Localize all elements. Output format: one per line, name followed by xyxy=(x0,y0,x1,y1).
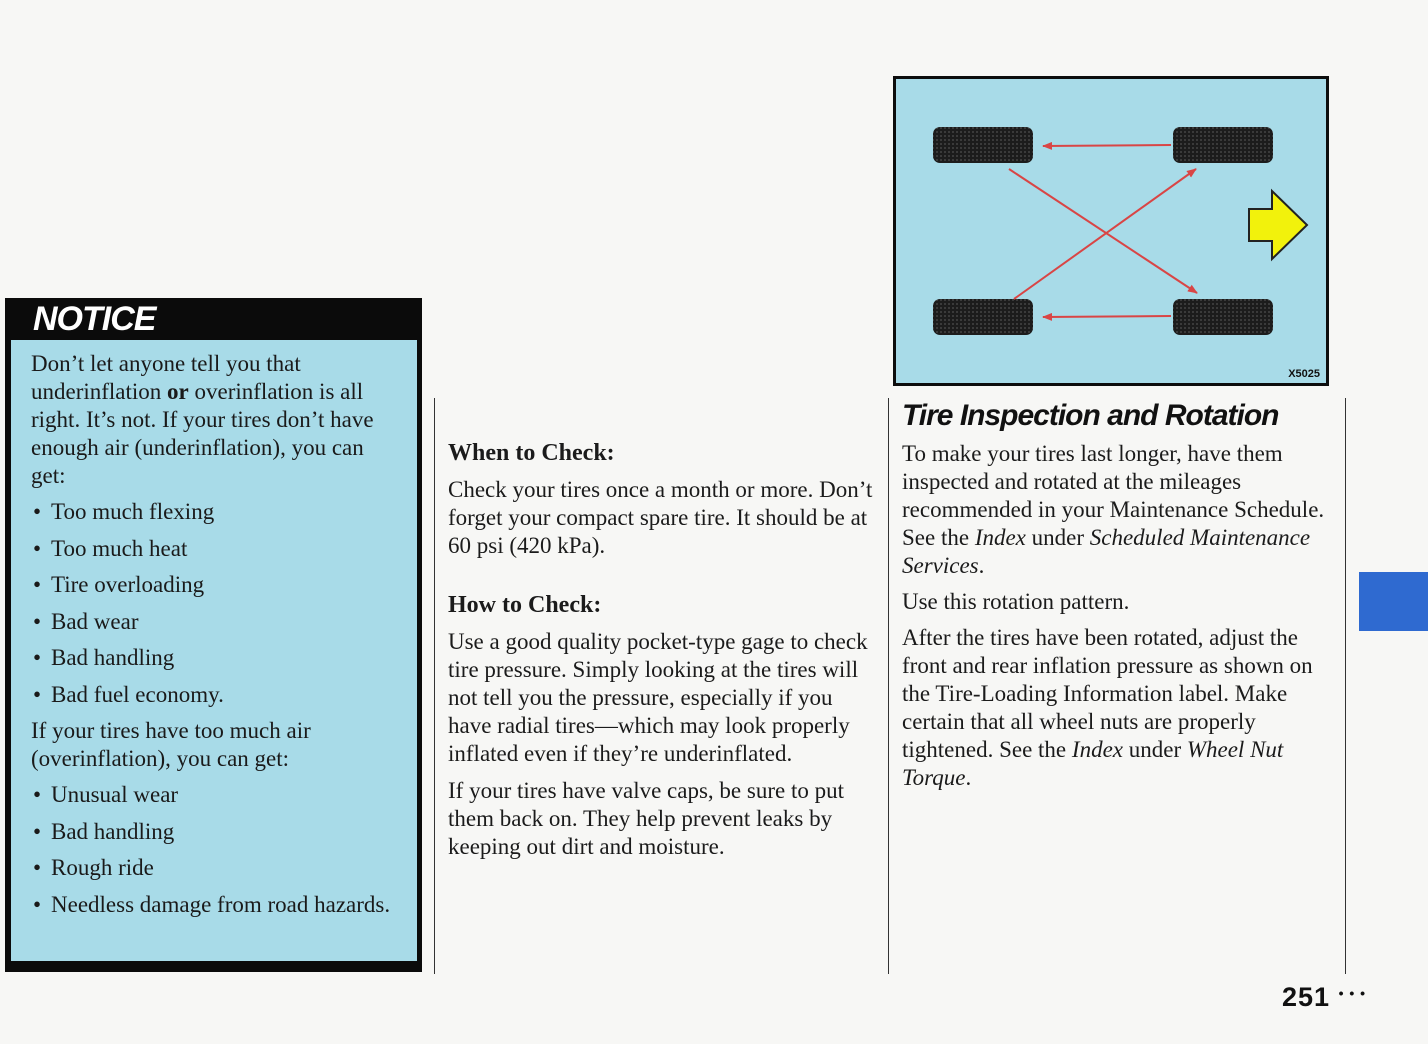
index-reference: Index xyxy=(1071,737,1123,762)
rotation-paragraph-3 xyxy=(902,624,1327,792)
list-item: • Rough ride xyxy=(31,854,399,882)
list-item: • Bad fuel economy. xyxy=(31,681,399,709)
notice-intro xyxy=(31,350,399,490)
list-item: • Tire overloading xyxy=(31,571,399,599)
tire-icon xyxy=(933,299,1033,335)
when-to-check-heading: When to Check: xyxy=(448,440,615,466)
figure-code: X5025 xyxy=(1288,368,1320,380)
list-item: • Unusual wear xyxy=(31,781,399,809)
direction-arrow-icon xyxy=(1249,191,1307,259)
rotation-arrow-icon xyxy=(1043,145,1171,146)
rotation-text: After the tires have been rotated, adjust the front and rear inflation pressure as shown on the Tire-Loading Information label. Make certain that all wheel nuts are properly tightened. See the xyxy=(902,625,1313,762)
list-item: • Bad wear xyxy=(31,608,399,636)
when-to-check-text: Check your tires once a month or more. Don’t forget your compact spare tire. It should be at 60 psi (420 kPa). xyxy=(448,477,873,558)
list-item: • Too much heat xyxy=(31,535,399,563)
rotation-diagram xyxy=(896,79,1326,383)
notice-intro-text-2: overinflation is all right. It’s not. If your tires don’t have enough air (underinflation), you can get: xyxy=(31,379,374,488)
index-topic: Scheduled Maintenance Services xyxy=(902,525,1311,578)
overinflation-list xyxy=(31,781,399,919)
page-dots: • • • xyxy=(1338,984,1367,1001)
column-divider xyxy=(1345,398,1346,974)
rotation-paragraph-1 xyxy=(902,440,1327,580)
rotation-text: . xyxy=(978,553,985,578)
list-item: • Bad handling xyxy=(31,644,399,672)
overinflation-intro: If your tires have too much air (overinflation), you can get: xyxy=(31,718,311,771)
rotation-text: To make your tires last longer, have them inspected and rotated at the mileages recommended in your Maintenance Schedule. See the xyxy=(902,441,1325,550)
notice-body xyxy=(11,340,417,961)
section-heading: Tire Inspection and Rotation xyxy=(902,399,1279,432)
rotation-text: under xyxy=(1122,737,1187,762)
list-item: • Bad handling xyxy=(31,818,399,846)
tire-icon xyxy=(933,127,1033,163)
notice-intro-bold: or xyxy=(167,379,189,404)
list-item: • Needless damage from road hazards. xyxy=(31,891,399,919)
rotation-text: under xyxy=(1025,525,1090,550)
tire-icon xyxy=(1173,127,1273,163)
underinflation-list xyxy=(31,498,399,709)
valve-caps-text: If your tires have valve caps, be sure to put them back on. They help prevent leaks by keeping out dirt and moisture. xyxy=(448,778,844,859)
page-number xyxy=(1282,982,1366,1013)
tire-rotation-figure xyxy=(893,76,1329,386)
rotation-text: . xyxy=(965,765,972,790)
page-number-value: 251 xyxy=(1282,982,1331,1012)
middle-column xyxy=(448,438,880,870)
column-divider xyxy=(888,398,889,974)
column-divider xyxy=(434,398,435,974)
section-tab xyxy=(1359,572,1428,631)
rotation-paragraph-2: Use this rotation pattern. xyxy=(902,589,1130,614)
notice-box xyxy=(5,298,422,972)
rotation-arrow-icon xyxy=(1014,169,1196,299)
how-to-check-text: Use a good quality pocket-type gage to check tire pressure. Simply looking at the tires will not tell you the pressure, especially if you have radial tires—which may look properly inflated even if they’re underinflated. xyxy=(448,629,868,766)
list-item: • Too much flexing xyxy=(31,498,399,526)
tire-icon xyxy=(1173,299,1273,335)
rotation-arrow-icon xyxy=(1043,316,1171,317)
index-topic: Wheel Nut Torque xyxy=(902,737,1284,790)
notice-title: NOTICE xyxy=(33,300,156,338)
how-to-check-heading: How to Check: xyxy=(448,592,602,618)
index-reference: Index xyxy=(974,525,1026,550)
notice-intro-text: Don’t let anyone tell you that underinflation xyxy=(31,351,301,404)
right-column xyxy=(902,398,1327,800)
